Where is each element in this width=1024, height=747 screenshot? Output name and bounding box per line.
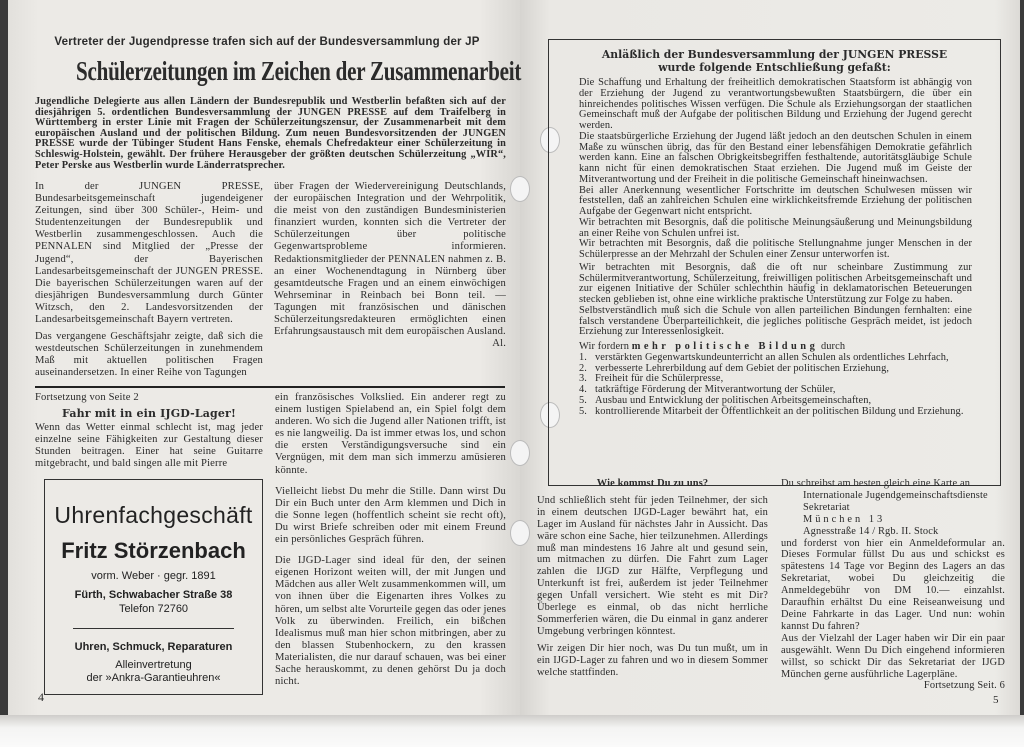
heading-line: Anläßlich der Bundesversammlung der JUNGEN PRESSE <box>601 48 948 61</box>
watch-shop-advertisement <box>44 479 263 695</box>
address-line: Internationale Jugendgemeinschaftsdienste <box>803 489 988 501</box>
camp-column-2 <box>275 392 506 688</box>
paragraph: und forderst von hier ein Anmeldeformular an. Dieses Formular füllst Du aus und schickst es spätestens 14 Tage vor Beginn des Lagers an das Sekretariat, wobei Du gleichzeitig die Anmeldegebühr von DM 10.— einzahlst. Daraufhin erhältst Du eine Reiseanweisung und Deine Fahrkarte in das Lager. Und nun: wohin kannst Du fahren? <box>781 537 1005 632</box>
punch-hole <box>510 440 530 466</box>
demand-item <box>579 353 972 364</box>
punch-hole <box>510 520 530 546</box>
text: Wir fordern <box>579 341 630 352</box>
intro-paragraph: Jugendliche Delegierte aus allen Ländern der Bundesrepublik und Westberlin befaßten sich auf der diesjährigen 5. ordentlichen Bundesversammlung der JUNGEN PRESSE auf dem Traifelberg in Württemberg in erster Linie mit Fragen der Schülerzeitungszensur, der Zusammenarbeit mit dem europäischen Ausland und der politischen Bildung. Zum neuen Bundesvorsitzenden der JUNGEN PRESSE wurde der Tübinger Student Hans Fenske, ehemals Chefredakteur einer Schülerzeitung in Schleswig-Holstein, gewählt. Der frühere Herausgeber der größten deutschen Schülerzeitung „WIR“, Peter Perske aus Westberlin wurde Länderratsprecher. <box>35 96 506 171</box>
demand-text: tatkräftige Förderung der Mitverantwortung der Schüler, <box>595 384 836 395</box>
ad-agency-brand: der »Ankra-Garantieuhren« <box>86 672 221 684</box>
demand-text: Ausbau und Entwicklung der politischen Arbeitsgemeinschaften, <box>595 394 872 406</box>
ad-since: vorm. Weber · gegr. 1891 <box>91 570 216 582</box>
kicker: Vertreter der Jugendpresse trafen sich auf der Bundesversammlung der JP <box>54 36 480 48</box>
paragraph: Vielleicht liebst Du mehr die Stille. Dann wirst Du Dir ein Buch unter den Arm klemmen und Dich in die Sonne legen (hoffentlich scheint sie recht oft), Du wirst Briefe schreiben oder mit einem Freund ein persönliches Gespräch führen. <box>275 485 506 546</box>
paragraph: ein französisches Volkslied. Ein anderer regt zu einem lustigen Spielabend an, ein Spiel folgt dem anderen. Wo sich die Jugend aller Nationen trifft, ist es nie langweilig. Da ist immer etwas los, und schon die ersten Verständigungsversuche sind ein Vergnügen, mit dem man sich immerzu amüsieren könnte. <box>275 392 506 476</box>
demand-text: Freiheit für die Schülerpresse, <box>595 373 724 385</box>
paragraph: Selbstverständlich muß sich die Schule von allen parteilichen Bindungen fernhalten: eine falsch verstandene Überparteilichkeit, die jegliches politische Gespräch meidet, ist jedoch Erziehung zur Interessenlosigkeit. <box>579 304 972 338</box>
demand-number: 4. <box>579 384 587 395</box>
resolution-text <box>579 78 972 417</box>
ad-services: Uhren, Schmuck, Reparaturen <box>74 641 233 653</box>
article-column-2 <box>274 181 506 350</box>
text: durch <box>820 341 846 352</box>
paragraph: Aus der Vielzahl der Lager haben wir Dir ein paar ausgewählt. Wenn Du Dich eingehend informieren willst, so schickt Dir das Sekretariat der IJGD München gerne ausführliche Lagerpläne. <box>781 632 1005 680</box>
demand-text: verstärkten Gegenwartskundeunterricht an allen Schulen als ordentliches Lehrfach, <box>595 351 949 363</box>
page-number: 5 <box>993 694 999 706</box>
author-signature: Al. <box>492 338 506 350</box>
camp-column-1 <box>35 392 263 471</box>
paragraph: Die IJGD-Lager sind ideal für den, der seinen eigenen Horizont weiten will, der mit Jungen und Mädchen aus aller Welt zusammenkommen will, um von ihnen über die Eigenarten ihres Volkes zu hören, um selbst alte Vorurteile gegen das oder jenes Volk zu überwinden. Freilich, ein bißchen Idealismus muß man hier schon mitbringen, aber zu den blassen Stubenhockern, zu den krassen Materialisten, die nur darauf schauen, was bei einer Sache herauskommt, zu denen gehörst Du ja doch nicht. <box>275 555 506 688</box>
paragraph: Wir betrachten mit Besorgnis, daß die oft nur scheinbare Zustimmung zur Schülermitverantwortung, Schülerzeitung, freiwilligen politischen Arbeitsgemeinschaft und zur eigenen Initiative der Schüler schlechthin häufig in deklamatorischen Beteuerungen stecken geblieben ist, ohne eine wirkliche praktische Unterstützung zur Folge zu haben. <box>579 261 972 305</box>
page-number: 4 <box>38 690 44 704</box>
paragraph: Die Schaffung und Erhaltung der freiheitlich demokratischen Staatsform ist abhängig von der Erziehung der Jugend zu verantwortungsbewußten Staatsbürgern, die über ein hinreichendes politisches Wissen verfügen. Die Schule als Erziehungsorgan der staatlichen Gemeinschaft muß der Aufgabe der politischen Bildung und Erziehung der Jugend gerecht werden. <box>579 77 972 131</box>
paragraph: Wir betrachten mit Besorgnis, daß die politische Meinungsäußerung und Meinungsbildung an einer Reihe von Schulen unfrei ist. <box>579 216 972 239</box>
how-column-2 <box>781 478 1005 692</box>
how-heading: Wie kommst Du zu uns? <box>596 478 709 489</box>
paragraph: Und schließlich steht für jeden Teilnehmer, der sich in einem deutschen IJGD-Lager bewährt hat, ein Lager im Ausland für nächstes Jahr in Aussicht. Das wäre schon eine Sache, hier teilzunehmen. Allerdings muß man mindestens 16 Jahre alt und gesund sein, um mitmachen zu dürfen. Die Fahrt zum Lager zahlen die IJGD zur Hälfte, Verpflegung und Unterkunft ist frei, außerdem ist jeder Teilnehmer gegen Unfall versichert. Wie steht es mit Dir? Überlege es einmal, ob das nicht herrliche Sommerferien wären, die Du einmal in ganz anderer Umgebung verbringen könntest. <box>537 494 768 637</box>
demand-text: kontrollierende Mitarbeit der Öffentlichkeit an der politischen Bildung und Erziehung. <box>595 405 964 417</box>
demand-number: 5. <box>579 405 587 417</box>
paragraph: Wir zeigen Dir hier noch, was Du tun mußt, um in ein IJGD-Lager zu fahren und wo in diesem Sommer welche stattfinden. <box>537 642 768 678</box>
punch-hole <box>510 176 530 202</box>
demands-list <box>579 353 972 418</box>
paragraph: Die staatsbürgerliche Erziehung der Jugend läßt jedoch an den deutschen Schulen in einem Maße zu wünschen übrig, das für den Bestand einer lebensfähigen Demokratie gefährlich werden kann. Eine an falschen Obrigkeitsbegriffen festhaltende, autoritätsgläubige Schule kann nicht für einen demokratischen Staat erziehen. Die Jugend muß im Geiste der Mitverantwortung und der Freiheit in die politische Gemeinschaft hineinwachsen. <box>579 130 972 185</box>
address-line: Agnesstraße 14 / Rgb. II. Stock <box>803 525 939 537</box>
resolution-box <box>548 39 1001 486</box>
demand-number: 3. <box>579 373 587 385</box>
emphasis: mehr politische Bildung <box>631 341 819 352</box>
demand-item <box>579 407 972 418</box>
paragraph: über Fragen der Wiedervereinigung Deutschlands, der europäischen Integration und der Wehrpolitik, die meist von den zuständigen Bundesministerien finanziert wurden, konnten sich die Vertreter der Schülerzeitungen über politische Gegenwartsprobleme informieren. Redaktionsmitglieder der PENNALEN nahmen z. B. an einer Wochenendtagung in Nürnberg über gesamtdeutsche Fragen und an einem einwöchigen Wehrseminar in Reinbach bei Bonn teil. — Tagungen mit französischen und dänischen Schülerzeitungsredakteuren ermöglichten einen Erfahrungsaustausch mit dem europäischen Ausland. <box>274 181 506 338</box>
ad-phone: Telefon 72760 <box>118 603 189 615</box>
paragraph: In der JUNGEN PRESSE, Bundesarbeitsgemeinschaft jugendeigener Zeitungen, sind über 300 Schüler-, Heim- und Studentenzeitungen der Bundesrepublik und Westberlin zusammengeschlossen. Auch die PENNALEN sind Mitglied der „Presse der Jugend“, der Bayerischen Landesarbeitsgemeinschaft der JUNGEN PRESSE. Die bayerischen Schülerzeitungen waren auf der diesjährigen Bundesversammlung durch Günter Witzsch, den 2. Landesvorsitzenden der Landesarbeitsgemeinschaft Bayern vertreten. <box>35 181 263 326</box>
headline: Schülerzeitungen im Zeichen der Zusammenarbeit <box>76 56 522 86</box>
paragraph: Du schreibst am besten gleich eine Karte an <box>781 478 971 489</box>
demand-number: 2. <box>579 362 587 374</box>
demand-item <box>579 396 972 407</box>
paragraph: Wir betrachten mit Besorgnis, daß die politische Stellungnahme junger Menschen in der Schülerpresse an der Mehrzahl der Schulen einer Zensur unterworfen ist. <box>579 238 972 260</box>
ad-divider <box>73 628 234 629</box>
table-surface <box>0 715 1024 747</box>
address-line: München 13 <box>803 513 886 525</box>
address-block <box>781 490 1005 538</box>
camp-headline: Fahr mit in ein IJGD-Lager! <box>62 407 236 421</box>
continued-from: Fortsetzung von Seite 2 <box>35 392 139 403</box>
demand-number: 1. <box>579 351 587 363</box>
heading-line: wurde folgende Entschließung gefaßt: <box>658 61 891 74</box>
address-line: Sekretariat <box>803 501 850 513</box>
demand-text: verbesserte Lehrerbildung auf dem Gebiet der politischen Erziehung, <box>595 362 890 374</box>
ad-shop-type: Uhrenfachgeschäft <box>54 502 253 528</box>
divider <box>35 386 505 388</box>
ad-agency: Alleinvertretung <box>115 659 192 671</box>
ad-address: Fürth, Schwabacher Straße 38 <box>74 589 233 601</box>
resolution-heading <box>549 48 1000 74</box>
ad-shop-name: Fritz Störzenbach <box>61 538 246 563</box>
article-column-1 <box>35 181 263 380</box>
paragraph: Das vergangene Geschäftsjahr zeigte, daß sich die westdeutschen Schülerzeitungen in zunehmendem Maß mit aktuellen politischen Fragen auseinandersetzen. In einer Reihe von Tagungen <box>35 331 263 379</box>
demand-number: 5. <box>579 394 587 406</box>
how-column-1 <box>537 478 768 679</box>
paragraph: Wenn das Wetter einmal schlecht ist, mag jeder einzelne seine Fähigkeiten zur Gestaltung dieser Stunden beitragen. Einer hat seine Guitarre mitgebracht, und bald singen alle mit Pierre <box>35 422 263 470</box>
continued-on: Fortsetzung Seit. 6 <box>923 680 1005 692</box>
paragraph: Bei aller Anerkennung wesentlicher Fortschritte im deutschen Schulwesen müssen wir feststellen, daß an zahlreichen Schulen eine wirklichkeitsfremde Erziehung der politischen Aufgabe der Gegenwart nicht entspricht. <box>579 184 972 217</box>
